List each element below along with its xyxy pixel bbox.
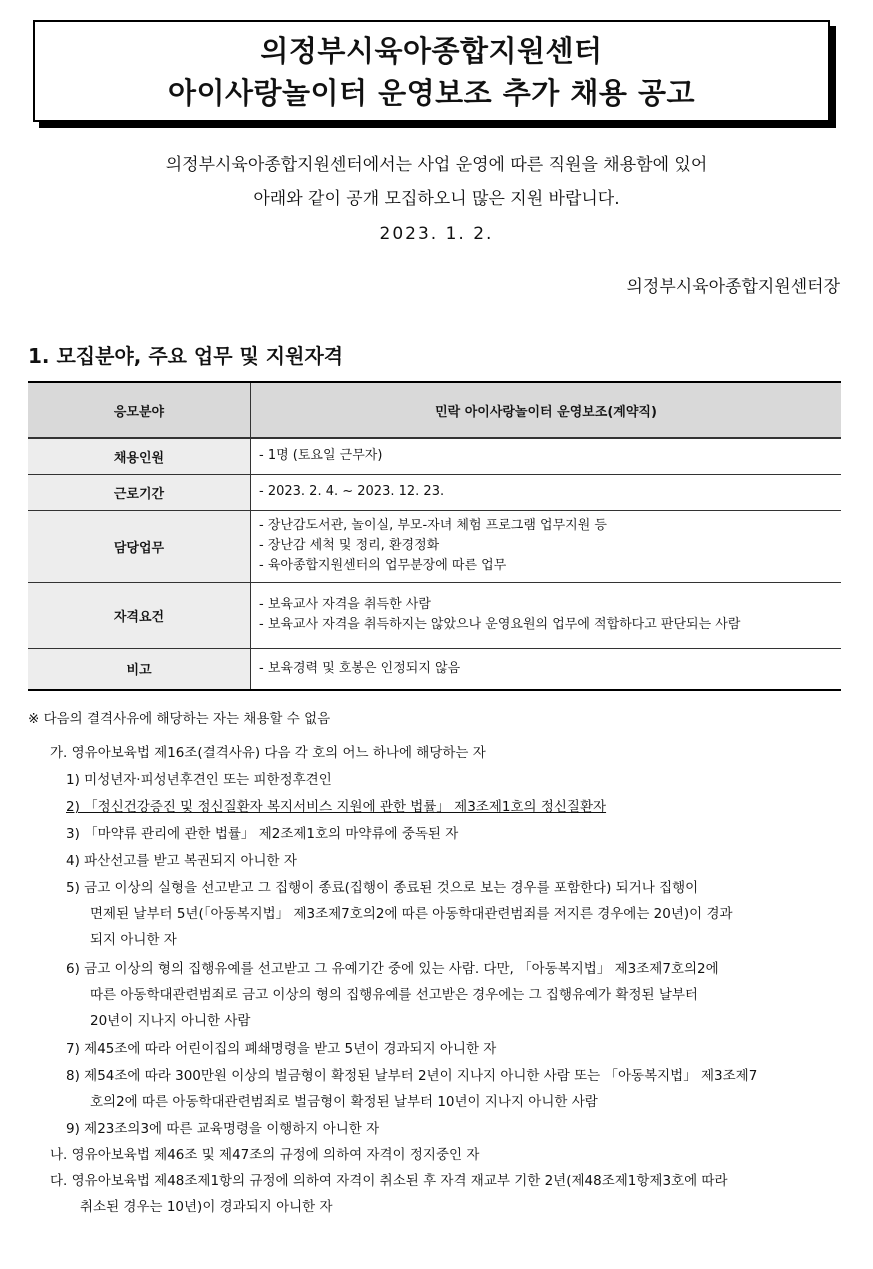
row-value-line: - 2023. 2. 4. ~ 2023. 12. 23. (259, 484, 445, 499)
title-line-1: 의정부시육아종합지원센터 (260, 34, 603, 68)
header-label: 응모분야 (28, 382, 251, 438)
table-row (28, 648, 841, 690)
table-row (28, 510, 841, 582)
list-item: 5) 금고 이상의 실형을 선고받고 그 집행이 종료(집행이 종료된 것으로 보는 경우를 포함한다) 되거나 집행이 (66, 880, 699, 896)
row-label: 비고 (28, 648, 251, 690)
list-item: 3) 「마약류 관리에 관한 법률」 제2조제1호의 마약류에 중독된 자 (66, 826, 459, 842)
row-value (251, 648, 842, 690)
row-value-line: - 보육교사 자격을 취득하지는 않았으나 운영요원의 업무에 적합하다고 판단되는 사람 (259, 617, 741, 632)
section-title: 1. 모집분야, 주요 업무 및 지원자격 (28, 344, 344, 368)
title-box (33, 20, 830, 122)
row-label: 근로기간 (28, 474, 251, 510)
announcement-date: 2023. 1. 2. (379, 224, 494, 244)
row-value (251, 474, 842, 510)
row-value-line: - 육아종합지원센터의 업무분장에 따른 업무 (259, 558, 507, 573)
list-item: 1) 미성년자·피성년후견인 또는 피한정후견인 (66, 772, 332, 788)
list-item-continuation: 되지 아니한 자 (90, 932, 177, 948)
issuer-name: 의정부시육아종합지원센터장 (626, 277, 840, 297)
row-value-line: - 장난감도서관, 놀이실, 부모-자녀 체험 프로그램 업무지원 등 (259, 518, 607, 533)
list-item-continuation: 호의2에 따른 아동학대관련범죄로 벌금형이 확정된 날부터 10년이 지나지 아니한 사람 (90, 1094, 598, 1110)
list-item: 7) 제45조에 따라 어린이집의 폐쇄명령을 받고 5년이 경과되지 아니한 자 (66, 1041, 497, 1057)
list-item-continuation: 20년이 지나지 아니한 사람 (90, 1013, 251, 1029)
list-item: 9) 제23조의3에 따른 교육명령을 이행하지 아니한 자 (66, 1121, 380, 1137)
list-item: 2) 「정신건강증진 및 정신질환자 복지서비스 지원에 관한 법률」 제3조제1호의 정신질환자 (66, 799, 607, 815)
table-row (28, 438, 841, 474)
row-label: 자격요건 (28, 582, 251, 648)
recruitment-table (28, 381, 841, 691)
clause-na: 나. 영유아보육법 제46조 및 제47조의 규정에 의하여 자격이 정지중인 자 (50, 1147, 480, 1163)
row-value (251, 582, 842, 648)
row-value-line: - 보육교사 자격을 취득한 사람 (259, 597, 431, 612)
intro-paragraph-2: 아래와 같이 공개 모집하오니 많은 지원 바랍니다. (253, 189, 620, 209)
table-row (28, 474, 841, 510)
list-item-continuation: 따른 아동학대관련범죄로 금고 이상의 형의 집행유예를 선고받은 경우에는 그 집행유예가 확정된 날부터 (90, 987, 698, 1003)
clause-da: 다. 영유아보육법 제48조제1항의 규정에 의하여 자격이 취소된 후 자격 재교부 기한 2년(제48조제1항제3호에 따라 (50, 1173, 728, 1189)
row-value (251, 510, 842, 582)
header-value: 민락 아이사랑놀이터 운영보조(계약직) (251, 382, 842, 438)
table-row (28, 582, 841, 648)
title-line-2: 아이사랑놀이터 운영보조 추가 채용 공고 (167, 76, 696, 110)
clause-da-continuation: 취소된 경우는 10년)이 경과되지 아니한 자 (80, 1199, 333, 1215)
list-item: 4) 파산선고를 받고 복권되지 아니한 자 (66, 853, 297, 869)
row-value-line: - 장난감 세척 및 정리, 환경정화 (259, 538, 440, 553)
disqualification-heading: ※ 다음의 결격사유에 해당하는 자는 채용할 수 없음 (28, 711, 331, 727)
row-value (251, 438, 842, 474)
intro-paragraph-1: 의정부시육아종합지원센터에서는 사업 운영에 따른 직원을 채용함에 있어 (165, 155, 708, 175)
list-item-continuation: 면제된 날부터 5년(「아동복지법」 제3조제7호의2에 따른 아동학대관련범죄를 저지른 경우에는 20년)이 경과 (90, 906, 733, 922)
table-header-row (28, 382, 841, 438)
row-label: 채용인원 (28, 438, 251, 474)
list-item: 8) 제54조에 따라 300만원 이상의 벌금형이 확정된 날부터 2년이 지나지 아니한 사람 또는 「아동복지법」 제3조제7 (66, 1068, 758, 1084)
row-value-line: - 1명 (토요일 근무자) (259, 448, 383, 464)
row-label: 담당업무 (28, 510, 251, 582)
clause-ga: 가. 영유아보육법 제16조(결격사유) 다음 각 호의 어느 하나에 해당하는 자 (50, 745, 486, 761)
list-item: 6) 금고 이상의 형의 집행유예를 선고받고 그 유예기간 중에 있는 사람. 다만, 「아동복지법」 제3조제7호의2에 (66, 961, 719, 977)
row-value-line: - 보육경력 및 호봉은 인정되지 않음 (259, 660, 461, 676)
